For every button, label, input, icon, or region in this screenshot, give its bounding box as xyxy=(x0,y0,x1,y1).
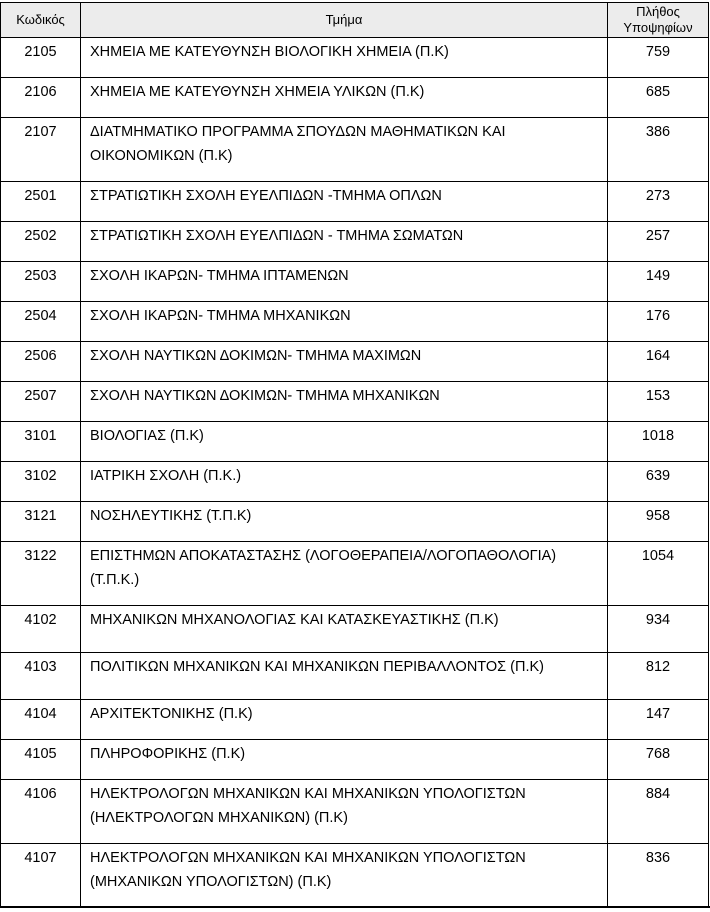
table-row xyxy=(1,653,709,700)
row-candidates: 639 xyxy=(608,462,709,502)
table-row xyxy=(1,118,709,182)
row-candidates: 934 xyxy=(608,606,709,653)
row-candidates: 836 xyxy=(608,844,709,908)
row-code: 4105 xyxy=(1,740,81,780)
row-candidates: 164 xyxy=(608,342,709,382)
row-candidates: 1054 xyxy=(608,542,709,606)
table-row xyxy=(1,844,709,908)
table-row xyxy=(1,182,709,222)
row-department: ΕΠΙΣΤΗΜΩΝ ΑΠΟΚΑΤΑΣΤΑΣΗΣ (ΛΟΓΟΘΕΡΑΠΕΙΑ/ΛΟΓΟΠΑΘΟΛΟΓΙΑ) (Τ.Π.Κ.) xyxy=(81,542,608,606)
table-row xyxy=(1,302,709,342)
table-row xyxy=(1,262,709,302)
table-row xyxy=(1,502,709,542)
row-code: 2501 xyxy=(1,182,81,222)
table-row xyxy=(1,222,709,262)
row-department: ΣΤΡΑΤΙΩΤΙΚΗ ΣΧΟΛΗ ΕΥΕΛΠΙΔΩΝ -ΤΜΗΜΑ ΟΠΛΩΝ xyxy=(81,182,608,222)
table-row xyxy=(1,542,709,606)
row-candidates: 884 xyxy=(608,780,709,844)
table-header xyxy=(1,3,709,38)
row-department: ΗΛΕΚΤΡΟΛΟΓΩΝ ΜΗΧΑΝΙΚΩΝ ΚΑΙ ΜΗΧΑΝΙΚΩΝ ΥΠΟΛΟΓΙΣΤΩΝ (ΗΛΕΚΤΡΟΛΟΓΩΝ ΜΗΧΑΝΙΚΩΝ) (Π.Κ) xyxy=(81,780,608,844)
row-candidates: 176 xyxy=(608,302,709,342)
table-row xyxy=(1,78,709,118)
row-code: 4106 xyxy=(1,780,81,844)
row-code: 2105 xyxy=(1,38,81,78)
table-row xyxy=(1,422,709,462)
table-row xyxy=(1,462,709,502)
row-department: ΒΙΟΛΟΓΙΑΣ (Π.Κ) xyxy=(81,422,608,462)
row-department: ΣΧΟΛΗ ΙΚΑΡΩΝ- ΤΜΗΜΑ ΙΠΤΑΜΕΝΩΝ xyxy=(81,262,608,302)
row-code: 2107 xyxy=(1,118,81,182)
row-candidates: 759 xyxy=(608,38,709,78)
row-candidates: 149 xyxy=(608,262,709,302)
row-code: 4107 xyxy=(1,844,81,908)
row-candidates: 273 xyxy=(608,182,709,222)
row-department: ΣΧΟΛΗ ΙΚΑΡΩΝ- ΤΜΗΜΑ ΜΗΧΑΝΙΚΩΝ xyxy=(81,302,608,342)
row-candidates: 685 xyxy=(608,78,709,118)
row-department: ΠΛΗΡΟΦΟΡΙΚΗΣ (Π.Κ) xyxy=(81,740,608,780)
row-department: ΣΧΟΛΗ ΝΑΥΤΙΚΩΝ ΔΟΚΙΜΩΝ- ΤΜΗΜΑ ΜΑΧΙΜΩΝ xyxy=(81,342,608,382)
row-code: 4104 xyxy=(1,700,81,740)
header-row xyxy=(1,3,709,38)
row-department: ΠΟΛΙΤΙΚΩΝ ΜΗΧΑΝΙΚΩΝ ΚΑΙ ΜΗΧΑΝΙΚΩΝ ΠΕΡΙΒΑΛΛΟΝΤΟΣ (Π.Κ) xyxy=(81,653,608,700)
row-code: 3101 xyxy=(1,422,81,462)
row-code: 3121 xyxy=(1,502,81,542)
row-code: 2504 xyxy=(1,302,81,342)
row-department: ΔΙΑΤΜΗΜΑΤΙΚΟ ΠΡΟΓΡΑΜΜΑ ΣΠΟΥΔΩΝ ΜΑΘΗΜΑΤΙΚΩΝ ΚΑΙ ΟΙΚΟΝΟΜΙΚΩΝ (Π.Κ) xyxy=(81,118,608,182)
row-code: 2507 xyxy=(1,382,81,422)
table-row xyxy=(1,780,709,844)
row-code: 4103 xyxy=(1,653,81,700)
table-body xyxy=(1,38,709,908)
row-department: ΑΡΧΙΤΕΚΤΟΝΙΚΗΣ (Π.Κ) xyxy=(81,700,608,740)
departments-table xyxy=(0,2,709,908)
row-code: 4102 xyxy=(1,606,81,653)
row-code: 2502 xyxy=(1,222,81,262)
header-candidates: Πλήθος Υποψηφίων xyxy=(608,3,709,38)
row-code: 3122 xyxy=(1,542,81,606)
row-department: ΣΤΡΑΤΙΩΤΙΚΗ ΣΧΟΛΗ ΕΥΕΛΠΙΔΩΝ - ΤΜΗΜΑ ΣΩΜΑΤΩΝ xyxy=(81,222,608,262)
row-department: ΣΧΟΛΗ ΝΑΥΤΙΚΩΝ ΔΟΚΙΜΩΝ- ΤΜΗΜΑ ΜΗΧΑΝΙΚΩΝ xyxy=(81,382,608,422)
row-candidates: 386 xyxy=(608,118,709,182)
header-department: Τμήμα xyxy=(81,3,608,38)
table-row xyxy=(1,342,709,382)
row-department: ΧΗΜΕΙΑ ΜΕ ΚΑΤΕΥΘΥΝΣΗ ΧΗΜΕΙΑ ΥΛΙΚΩΝ (Π.Κ) xyxy=(81,78,608,118)
table-row xyxy=(1,740,709,780)
row-candidates: 812 xyxy=(608,653,709,700)
row-code: 2106 xyxy=(1,78,81,118)
row-candidates: 1018 xyxy=(608,422,709,462)
header-code: Κωδικός xyxy=(1,3,81,38)
row-department: ΜΗΧΑΝΙΚΩΝ ΜΗΧΑΝΟΛΟΓΙΑΣ ΚΑΙ ΚΑΤΑΣΚΕΥΑΣΤΙΚΗΣ (Π.Κ) xyxy=(81,606,608,653)
table-row xyxy=(1,382,709,422)
row-department: ΧΗΜΕΙΑ ΜΕ ΚΑΤΕΥΘΥΝΣΗ ΒΙΟΛΟΓΙΚΗ ΧΗΜΕΙΑ (Π.Κ) xyxy=(81,38,608,78)
table-row xyxy=(1,700,709,740)
row-code: 2503 xyxy=(1,262,81,302)
row-code: 2506 xyxy=(1,342,81,382)
row-candidates: 153 xyxy=(608,382,709,422)
bottom-divider xyxy=(0,906,710,908)
row-candidates: 768 xyxy=(608,740,709,780)
row-candidates: 257 xyxy=(608,222,709,262)
table-row xyxy=(1,606,709,653)
row-candidates: 958 xyxy=(608,502,709,542)
table-row xyxy=(1,38,709,78)
row-candidates: 147 xyxy=(608,700,709,740)
row-department: ΗΛΕΚΤΡΟΛΟΓΩΝ ΜΗΧΑΝΙΚΩΝ ΚΑΙ ΜΗΧΑΝΙΚΩΝ ΥΠΟΛΟΓΙΣΤΩΝ (ΜΗΧΑΝΙΚΩΝ ΥΠΟΛΟΓΙΣΤΩΝ) (Π.Κ) xyxy=(81,844,608,908)
row-code: 3102 xyxy=(1,462,81,502)
row-department: ΝΟΣΗΛΕΥΤΙΚΗΣ (Τ.Π.Κ) xyxy=(81,502,608,542)
row-department: ΙΑΤΡΙΚΗ ΣΧΟΛΗ (Π.Κ.) xyxy=(81,462,608,502)
